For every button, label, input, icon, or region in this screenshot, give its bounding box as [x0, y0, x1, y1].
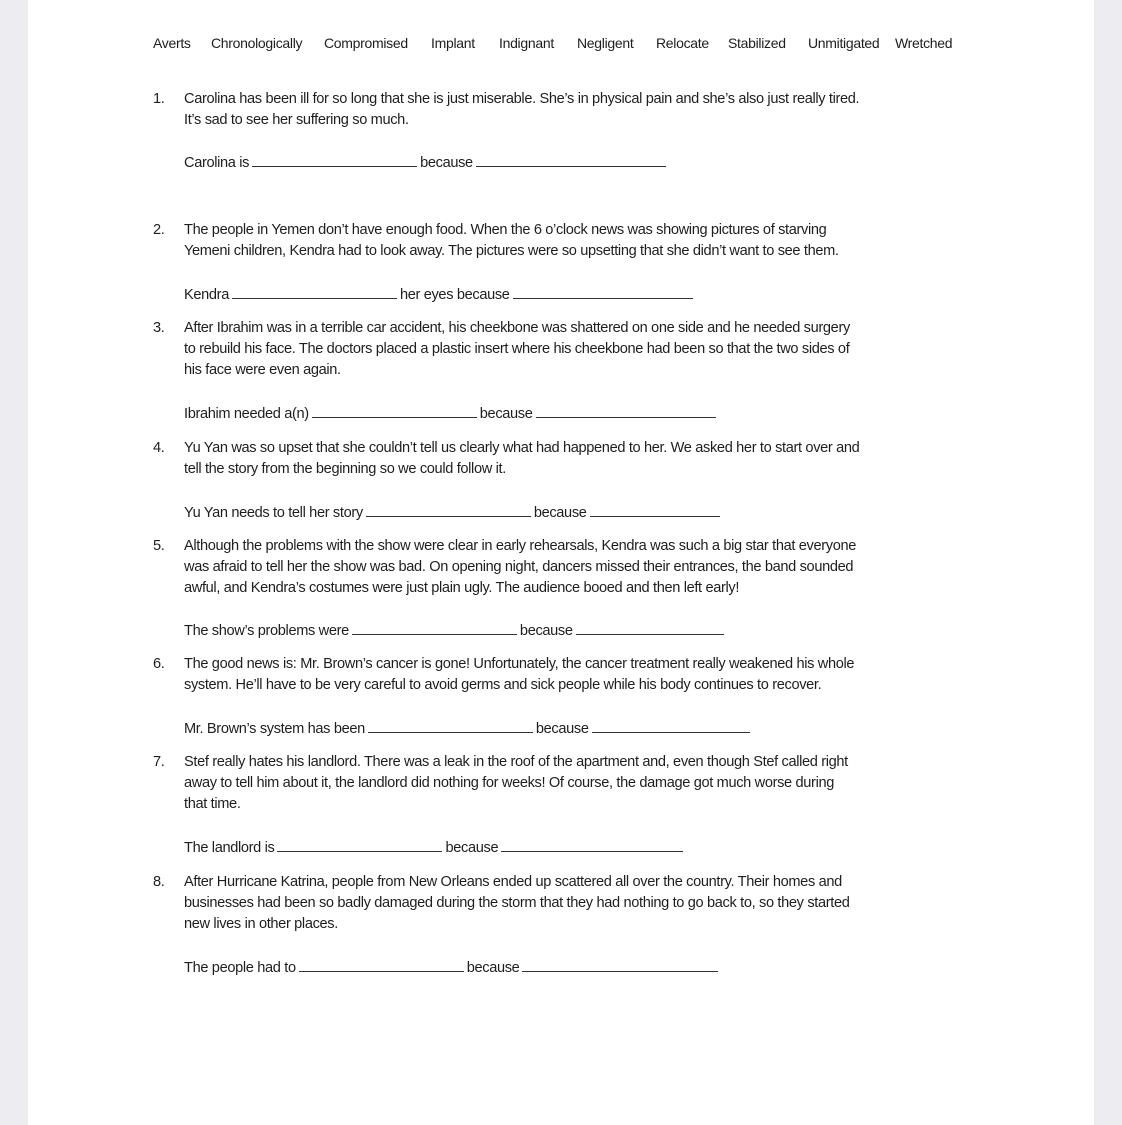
answer-line [184, 151, 669, 174]
worksheet-page [28, 0, 1094, 1125]
word-bank-item: Compromised [324, 35, 408, 51]
reason-blank[interactable] [592, 717, 750, 733]
word-bank-item: Unmitigated [808, 35, 880, 51]
word-bank-item: Averts [153, 35, 191, 51]
answer-line [184, 501, 723, 524]
question-item [153, 536, 973, 641]
answer-line [184, 283, 696, 306]
question-text [184, 872, 849, 935]
question-text [184, 89, 859, 131]
answer-middle: because [533, 505, 587, 521]
answer-line [184, 956, 721, 979]
question-item [153, 438, 973, 523]
question-line: new lives in other places. [184, 916, 338, 932]
question-line: awful, and Kendra’s costumes were just plain ugly. The audience booed and then left early! [184, 580, 740, 596]
question-item [153, 89, 973, 173]
question-number: 6. [153, 656, 165, 672]
word-bank-item: Stabilized [728, 35, 786, 51]
answer-line [184, 402, 719, 425]
answer-blank[interactable] [232, 283, 397, 299]
reason-blank[interactable] [576, 619, 724, 635]
question-line: Carolina has been ill for so long that she is just miserable. She’s in physical pain and she’s also just really tired. [184, 91, 860, 107]
question-text [184, 220, 839, 262]
answer-blank[interactable] [312, 402, 477, 418]
word-bank-item: Indignant [499, 35, 554, 51]
answer-prefix: The show’s problems were [184, 623, 349, 639]
question-number: 4. [153, 440, 165, 456]
question-line: system. He’ll have to be very careful to avoid germs and sick people while his body continues to recover. [184, 677, 822, 693]
question-line: tell the story from the beginning so we could follow it. [184, 461, 506, 477]
question-number: 5. [153, 538, 165, 554]
answer-blank[interactable] [299, 956, 464, 972]
question-item [153, 752, 973, 858]
answer-middle: her eyes because [399, 287, 510, 303]
answer-middle: because [519, 623, 573, 639]
question-item [153, 872, 973, 978]
question-line: After Ibrahim was in a terrible car accident, his cheekbone was shattered on one side and he needed surgery [184, 320, 850, 336]
answer-middle: because [479, 406, 533, 422]
reason-blank[interactable] [536, 402, 716, 418]
question-line: It’s sad to see her suffering so much. [184, 112, 409, 128]
answer-line [184, 836, 686, 859]
question-text [184, 318, 850, 381]
question-line: Yemeni children, Kendra had to look away. The pictures were so upsetting that she didn’t want to see them. [184, 243, 839, 259]
question-number: 8. [153, 874, 165, 890]
word-bank-item: Negligent [577, 35, 634, 51]
question-line: After Hurricane Katrina, people from New Orleans ended up scattered all over the country. Their homes and [184, 874, 842, 890]
answer-middle: because [445, 840, 499, 856]
word-bank-item: Implant [431, 35, 475, 51]
answer-middle: because [420, 155, 473, 171]
question-line: his face were even again. [184, 362, 341, 378]
question-line: The good news is: Mr. Brown’s cancer is gone! Unfortunately, the cancer treatment really weakened his whole [184, 656, 855, 672]
question-line: The people in Yemen don’t have enough food. When the 6 o’clock news was showing pictures of starving [184, 222, 827, 238]
question-line: to rebuild his face. The doctors placed a plastic insert where his cheekbone had been so that the two sides of [184, 341, 850, 357]
answer-prefix: Mr. Brown’s system has been [184, 721, 365, 737]
reason-blank[interactable] [522, 956, 718, 972]
answer-blank[interactable] [368, 717, 533, 733]
answer-middle: because [535, 721, 589, 737]
answer-blank[interactable] [252, 151, 417, 167]
question-line: businesses had been so badly damaged during the storm that they had nothing to go back to, so they started [184, 895, 850, 911]
answer-prefix: Carolina is [184, 155, 250, 171]
question-line: was afraid to tell her the show was bad. On opening night, dancers missed their entrances, the band sounded [184, 559, 854, 575]
question-line: Although the problems with the show were clear in early rehearsals, Kendra was such a big star that everyone [184, 538, 856, 554]
question-line: Yu Yan was so upset that she couldn’t tell us clearly what had happened to her. We asked her to start over and [184, 440, 860, 456]
question-item [153, 654, 973, 739]
reason-blank[interactable] [501, 836, 683, 852]
question-text [184, 752, 848, 815]
word-bank-item: Relocate [656, 35, 709, 51]
question-text [184, 536, 856, 599]
answer-prefix: Ibrahim needed a(n) [184, 406, 309, 422]
answer-blank[interactable] [277, 836, 442, 852]
answer-prefix: Yu Yan needs to tell her story [184, 505, 363, 521]
answer-prefix: The landlord is [184, 840, 275, 856]
word-bank-item: Wretched [895, 35, 953, 51]
answer-middle: because [466, 960, 520, 976]
question-line: that time. [184, 796, 241, 812]
question-line: away to tell him about it, the landlord did nothing for weeks! Of course, the damage got much worse during [184, 775, 834, 791]
answer-blank[interactable] [352, 619, 517, 635]
question-text [184, 438, 859, 480]
question-number: 3. [153, 320, 165, 336]
question-number: 7. [153, 754, 165, 770]
answer-prefix: The people had to [184, 960, 296, 976]
reason-blank[interactable] [476, 151, 666, 167]
answer-prefix: Kendra [184, 287, 229, 303]
answer-line [184, 717, 753, 740]
reason-blank[interactable] [513, 283, 693, 299]
question-line: Stef really hates his landlord. There was a leak in the roof of the apartment and, even though Stef called right [184, 754, 848, 770]
word-bank-item: Chronologically [211, 35, 303, 51]
question-item [153, 220, 973, 305]
answer-blank[interactable] [366, 501, 531, 517]
word-bank [28, 35, 1094, 55]
question-number: 1. [153, 91, 165, 107]
reason-blank[interactable] [590, 501, 720, 517]
question-text [184, 654, 854, 696]
question-number: 2. [153, 222, 165, 238]
question-item [153, 318, 973, 424]
answer-line [184, 619, 727, 642]
